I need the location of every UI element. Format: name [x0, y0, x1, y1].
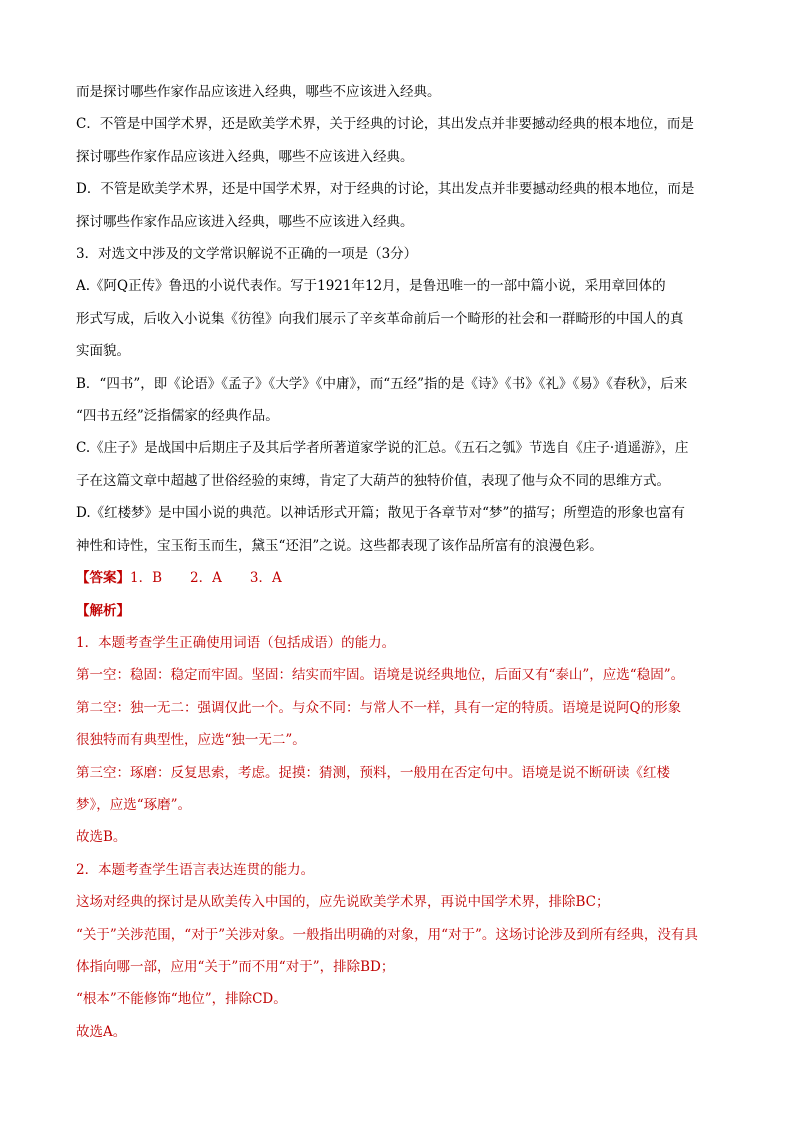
text-line: 实面貌。 [76, 343, 130, 360]
analysis-line: 1．本题考查学生正确使用词语（包括成语）的能力。 [76, 634, 396, 651]
analysis-line: 第三空：琢磨：反复思索，考虑。捉摸：猜测，预料，一般用在否定句中。语境是说不断研读《红楼 [76, 764, 670, 781]
analysis-line: “关于”关涉范围，“对于”关涉对象。一般指出明确的对象，用“对于”。这场讨论涉及到所有经典，没有具 [76, 926, 698, 943]
analysis-line: 很独特而有典型性，应选“独一无二”。 [76, 732, 306, 749]
text-line: 神性和诗性，宝玉衔玉而生，黛玉“还泪”之说。这些都表现了该作品所富有的浪漫色彩。 [76, 537, 603, 554]
text-line: “四书五经”泛指儒家的经典作品。 [76, 408, 279, 425]
option-d: D．不管是欧美学术界，还是中国学术界，对于经典的讨论，其出发点并非要撼动经典的根本地位，而是 [76, 181, 695, 198]
analysis-label: 【解析】 [76, 602, 130, 619]
option-b: B．“四书”，即《论语》《孟子》《大学》《中庸》，而“五经”指的是《诗》《书》《礼》《易》《春秋》，后来 [76, 375, 688, 392]
option-c: C.《庄子》是战国中后期庄子及其后学者所著道家学说的汇总。《五石之瓠》节选自《庄子·逍遥游》，庄 [76, 440, 689, 457]
option-c: C．不管是中国学术界，还是欧美学术界，关于经典的讨论，其出发点并非要撼动经典的根本地位，而是 [76, 116, 694, 133]
answer-item: 1．B [130, 570, 163, 587]
answer-item: 3．A [249, 570, 282, 587]
analysis-line: 这场对经典的探讨是从欧美传入中国的，应先说欧美学术界，再说中国学术界，排除BC； [76, 894, 610, 911]
analysis-line: 第一空：稳固：稳定而牢固。坚固：结实而牢固。语境是说经典地位，后面又有“泰山”，应选“稳固”。 [76, 667, 685, 684]
answer-label: 【答案】 [76, 570, 130, 587]
document-page [76, 76, 716, 1048]
analysis-line: 故选B。 [76, 829, 127, 846]
answer-item: 2．A [190, 570, 222, 587]
text-line: 而是探讨哪些作家作品应该进入经典，哪些不应该进入经典。 [76, 84, 441, 100]
analysis-line: 故选A。 [76, 1023, 127, 1040]
analysis-line: 梦》，应选“琢磨”。 [76, 796, 192, 813]
option-d: D.《红楼梦》是中国小说的典范。以神话形式开篇；散见于各章节对“梦”的描写；所塑造的形象也富有 [76, 505, 685, 522]
option-a: A.《阿Q正传》鲁迅的小说代表作。写于1921年12月，是鲁迅唯一的一部中篇小说，采用章回体的 [76, 278, 666, 295]
analysis-line: 2．本题考查学生语言表达连贯的能力。 [76, 861, 315, 878]
analysis-line: 体指向哪一部，应用“关于”而不用“对于”，排除BD； [76, 958, 395, 975]
text-line: 探讨哪些作家作品应该进入经典，哪些不应该进入经典。 [76, 148, 414, 165]
text-line: 形式写成，后收入小说集《彷徨》向我们展示了辛亥革命前后一个畸形的社会和一群畸形的中国人的真 [76, 310, 684, 327]
question-3-stem: 3．对选文中涉及的文学常识解说不正确的一项是（3分） [76, 246, 418, 263]
text-line: 探讨哪些作家作品应该进入经典，哪些不应该进入经典。 [76, 213, 414, 230]
analysis-line: 第二空：独一无二：强调仅此一个。与众不同：与常人不一样，具有一定的特质。语境是说阿Q的形象 [76, 699, 682, 716]
question-options [76, 76, 716, 562]
analysis-body [76, 627, 716, 1048]
answer-line [76, 562, 716, 594]
analysis-line: “根本”不能修饰“地位”，排除CD。 [76, 991, 287, 1008]
text-line: 子在这篇文章中超越了世俗经验的束缚，肯定了大葫芦的独特价值，表现了他与众不同的思维方式。 [76, 472, 670, 489]
